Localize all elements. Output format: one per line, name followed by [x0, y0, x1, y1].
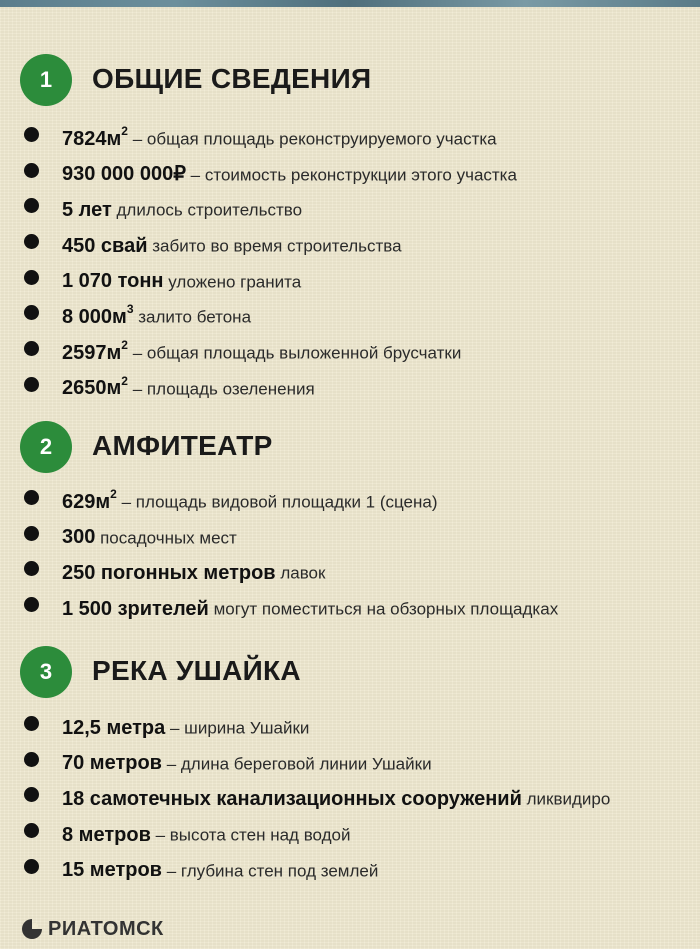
fact-description: – общая площадь выложенной брусчатки — [127, 343, 462, 363]
fact-value: 70 метров — [62, 752, 162, 775]
list-item — [0, 812, 700, 848]
section-amphitheater — [0, 421, 700, 620]
bullet-icon — [24, 561, 39, 576]
fact-value: 8 $000м^3$ — [62, 302, 134, 329]
fact-description: длилось строительство — [111, 201, 303, 221]
fact-value: $2650м^2$ — [62, 373, 128, 400]
bullet-icon — [24, 377, 39, 392]
section-number-badge: 1 — [20, 54, 72, 106]
section-number-badge: 3 — [20, 646, 72, 698]
logo-text: РИАТОМСК — [48, 917, 164, 940]
fact-description: посадочных мест — [95, 528, 237, 548]
fact-list — [0, 705, 700, 883]
list-item — [0, 223, 700, 259]
list-item — [0, 515, 700, 551]
fact-value: 18 самотечных канализационных сооружений — [62, 788, 522, 811]
fact-value: 1 070 тонн — [62, 270, 164, 293]
section-title: ОБЩИЕ СВЕДЕНИЯ — [92, 63, 372, 94]
ria-logo-icon — [20, 917, 44, 941]
section-ushaika-river — [0, 646, 700, 880]
list-item — [0, 776, 700, 812]
bullet-icon — [24, 859, 39, 874]
bullet-icon — [24, 270, 39, 285]
fact-value: 450 свай — [62, 234, 148, 257]
bullet-icon — [24, 341, 39, 356]
fact-value: $629м^2$ — [62, 487, 117, 513]
fact-list — [0, 479, 700, 622]
top-photo-strip — [0, 0, 700, 7]
fact-value: 15 метров — [62, 859, 162, 882]
fact-description: забито во время строительства — [147, 236, 402, 256]
section-header — [0, 54, 700, 110]
bullet-icon — [24, 305, 39, 320]
list-item — [0, 550, 700, 586]
section-title: РЕКА УШАЙКА — [92, 655, 301, 686]
list-item — [0, 586, 700, 622]
fact-description: могут поместиться на обзорных площадках — [208, 599, 559, 619]
bullet-icon — [24, 716, 39, 731]
list-item — [0, 741, 700, 777]
bullet-icon — [24, 787, 39, 802]
bullet-icon — [24, 526, 39, 541]
section-header — [0, 646, 700, 702]
list-item — [0, 330, 700, 366]
fact-description: – площадь видовой площадки 1 (сцена) — [116, 492, 438, 512]
fact-description: лавок — [275, 564, 326, 584]
fact-value: 930 000 000₽ — [62, 163, 186, 186]
section-general-info — [0, 54, 700, 400]
section-number-badge: 2 — [20, 421, 72, 473]
fact-description: – общая площадь реконструируемого участка — [127, 129, 497, 149]
fact-description: – стоимость реконструкции этого участка — [185, 165, 517, 185]
bullet-icon — [24, 597, 39, 612]
fact-description: ликвидиро — [521, 790, 611, 810]
bullet-icon — [24, 198, 39, 213]
section-title: АМФИТЕАТР — [92, 430, 273, 461]
list-item — [0, 259, 700, 295]
bullet-icon — [24, 234, 39, 249]
section-header — [0, 421, 700, 477]
fact-description: – длина береговой линии Ушайки — [161, 754, 432, 774]
fact-value: 8 метров — [62, 823, 151, 846]
fact-description: – высота стен над водой — [150, 825, 351, 845]
bullet-icon — [24, 163, 39, 178]
list-item — [0, 294, 700, 330]
bullet-icon — [24, 823, 39, 838]
list-item — [0, 116, 700, 152]
fact-value: 12,5 метра — [62, 716, 166, 739]
fact-value: 5 лет — [62, 199, 112, 222]
list-item — [0, 705, 700, 741]
fact-description: – ширина Ушайки — [165, 718, 310, 738]
bullet-icon — [24, 752, 39, 767]
ria-tomsk-logo[interactable] — [20, 914, 164, 944]
fact-description: – площадь озеленения — [127, 379, 315, 399]
list-item — [0, 848, 700, 884]
fact-list — [0, 116, 700, 402]
list-item — [0, 366, 700, 402]
fact-description: залито бетона — [133, 308, 252, 328]
fact-value: 300 — [62, 526, 96, 549]
list-item — [0, 479, 700, 515]
fact-value: $7824м^2$ — [62, 124, 128, 150]
fact-description: уложено гранита — [163, 272, 302, 292]
list-item — [0, 152, 700, 188]
fact-description: – глубина стен под землей — [161, 861, 379, 881]
fact-value: 250 погонных метров — [62, 562, 276, 585]
fact-value: 1 500 зрителей — [62, 597, 209, 620]
list-item — [0, 187, 700, 223]
bullet-icon — [24, 490, 39, 505]
fact-value: $2597м^2$ — [62, 338, 128, 364]
bullet-icon — [24, 127, 39, 142]
